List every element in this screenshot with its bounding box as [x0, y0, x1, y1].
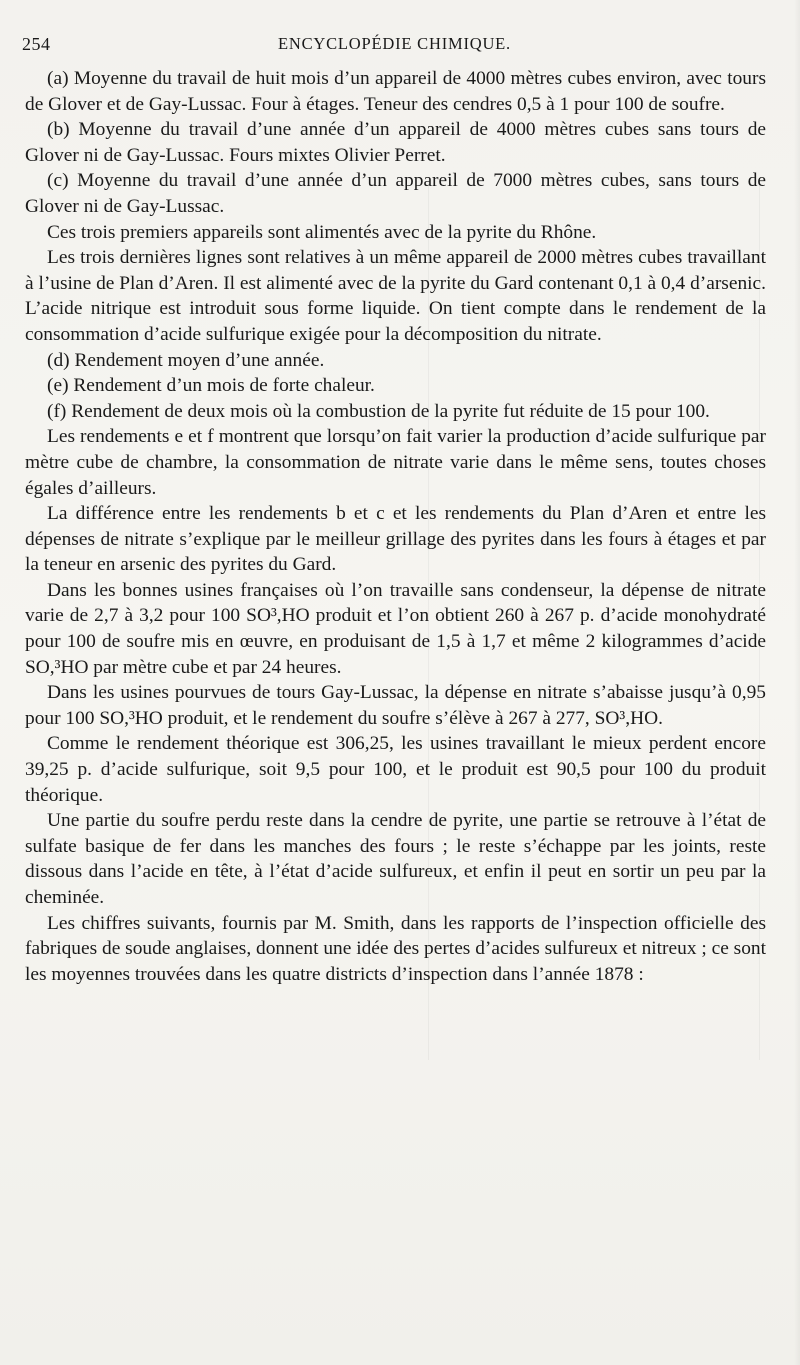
note-f: (f) Rendement de deux mois où la combustion de la pyrite fut réduite de 15 pour 100.	[47, 400, 710, 422]
note-b: (b) Moyenne du travail d’une année d’un appareil de 4000 mètres cubes sans tours de Glover ni de Gay-Lussac. Fours mixtes Olivier Perret.	[25, 119, 766, 166]
paragraph-rendements-e-f: Les rendements e et f montrent que lorsqu’on fait varier la production d’acide sulfurique par mètre cube de chambre, la consommation de nitrate varie dans le même sens, toutes choses égales d’ailleurs.	[25, 426, 766, 499]
page-header	[22, 34, 767, 60]
note-c: (c) Moyenne du travail d’une année d’un appareil de 7000 mètres cubes, sans tours de Glover ni de Gay-Lussac.	[25, 170, 766, 217]
note-d: (d) Rendement moyen d’une année.	[47, 349, 325, 371]
paragraph-soufre-perdu: Une partie du soufre perdu reste dans la cendre de pyrite, une partie se retrouve à l’état de sulfate basique de fer dans les manches des fours ; le reste s’échappe par les joints, reste dissous dans l’acide en tête, à l’état d’acide sulfureux, et enfin il peut en sortir un peu par la cheminée.	[25, 810, 766, 908]
paragraph-usines-francaises: Dans les bonnes usines françaises où l’on travaille sans condenseur, la dépense de nitrate varie de 2,7 à 3,2 pour 100 SO³,HO produit et l’on obtient 260 à 267 p. d’acide monohydraté pour 100 de soufre mis en œuvre, en produisant de 1,5 à 1,7 et même 2 kilogrammes d’acide SO,³HO par mètre cube et par 24 heures.	[25, 579, 766, 678]
note-a: (a) Moyenne du travail de huit mois d’un appareil de 4000 mètres cubes environ, avec tours de Glover et de Gay-Lussac. Four à étages. Teneur des cendres 0,5 à 1 pour 100 de soufre.	[25, 68, 766, 115]
page-number: 254	[22, 34, 51, 54]
paragraph-plan-aren: Les trois dernières lignes sont relatives à un même appareil de 2000 mètres cubes travaillant à l’usine de Plan d’Aren. Il est alimenté avec de la pyrite du Gard contenant 0,1 à 0,4 d’arsenic. L’acide nitrique est introduit sous forme liquide. On tient compte dans le rendement de la consommation d’acide sulfurique exigée pour la décomposition du nitrate.	[25, 247, 766, 345]
paragraph-gay-lussac: Dans les usines pourvues de tours Gay-Lussac, la dépense en nitrate s’abaisse jusqu’à 0,95 pour 100 SO,³HO produit, et le rendement du soufre s’élève à 267 à 277, SO³,HO.	[25, 682, 766, 729]
running-title: ENCYCLOPÉDIE CHIMIQUE.	[277, 34, 511, 53]
paragraph-smith: Les chiffres suivants, fournis par M. Smith, dans les rapports de l’inspection officielle des fabriques de soude anglaises, donnent une idée des pertes d’acides sulfureux et nitreux ; ce sont les moyennes trouvées dans les quatre districts d’inspection dans l’année 1878 :	[25, 912, 766, 985]
paragraph-rendement-theorique: Comme le rendement théorique est 306,25, les usines travaillant le mieux perdent encore 39,25 p. d’acide sulfurique, soit 9,5 pour 100, et le produit est 90,5 pour 100 du produit théorique.	[25, 733, 766, 806]
body-text	[25, 66, 766, 987]
paragraph-rhone: Ces trois premiers appareils sont alimentés avec de la pyrite du Rhône.	[47, 221, 597, 243]
note-e: (e) Rendement d’un mois de forte chaleur.	[47, 375, 375, 397]
paragraph-difference: La différence entre les rendements b et c et les rendements du Plan d’Aren et entre les dépenses de nitrate s’explique par le meilleur grillage des pyrites dans les fours à étages et par la teneur en arsenic des pyrites du Gard.	[25, 503, 766, 576]
page-edge-shadow	[794, 0, 800, 1365]
